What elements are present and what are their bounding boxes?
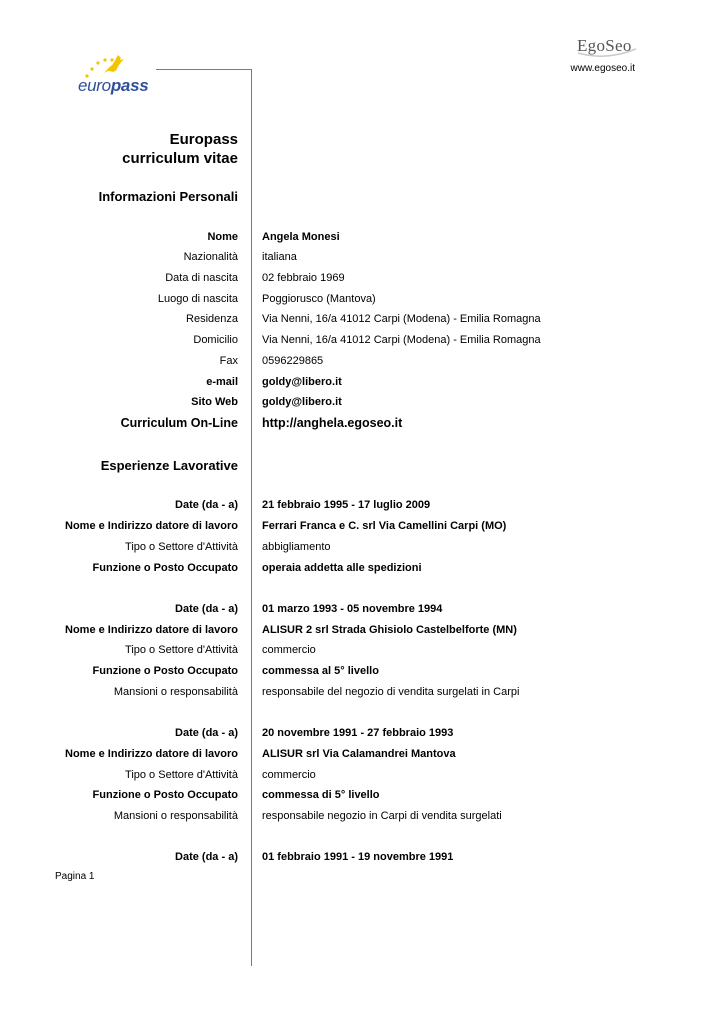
row-label: Sito Web <box>191 396 238 408</box>
europass-logo <box>78 76 148 96</box>
info-row-domicilio <box>0 334 725 350</box>
row-label: Data di nascita <box>165 272 238 284</box>
row-value: Ferrari Franca e C. srl Via Camellini Carpi (MO) <box>262 520 507 532</box>
row-label: Domicilio <box>193 334 238 346</box>
row-value: italiana <box>262 251 297 263</box>
page-number: Pagina 1 <box>55 871 95 882</box>
info-row-fax <box>0 355 725 371</box>
row-label: Date (da - a) <box>175 727 238 739</box>
info-row-curriculum-online <box>0 416 725 432</box>
job-1-role <box>0 562 725 578</box>
job-1-sector <box>0 541 725 557</box>
egoseo-logo-text: EgoSeo <box>577 36 632 55</box>
row-label: Nazionalità <box>183 251 238 263</box>
job-2-duties <box>0 686 725 702</box>
title-line-1: Europass <box>169 131 238 148</box>
row-label: Nome e Indirizzo datore di lavoro <box>65 520 238 532</box>
row-label: Funzione o Posto Occupato <box>92 665 238 677</box>
job-3-duties <box>0 810 725 826</box>
column-divider <box>251 70 252 966</box>
row-label: Funzione o Posto Occupato <box>92 789 238 801</box>
row-value: commessa al 5° livello <box>262 665 379 677</box>
row-value: responsabile del negozio di vendita surgelati in Carpi <box>262 686 520 698</box>
row-label: Mansioni o responsabilità <box>113 686 238 698</box>
email-link[interactable]: goldy@libero.it <box>262 376 342 388</box>
row-value: 0596229865 <box>262 355 324 367</box>
row-value: ALISUR 2 srl Strada Ghisiolo Castelbelforte (MN) <box>262 624 517 636</box>
job-1-employer <box>0 520 725 536</box>
job-2-dates <box>0 603 725 619</box>
job-3-dates <box>0 727 725 743</box>
job-3-sector <box>0 769 725 785</box>
job-2-sector <box>0 644 725 660</box>
row-value: 01 febbraio 1991 - 19 novembre 1991 <box>262 851 454 863</box>
row-label: Tipo o Settore d'Attività <box>125 541 238 553</box>
row-label: Date (da - a) <box>175 603 238 615</box>
website-link[interactable]: goldy@libero.it <box>262 396 342 408</box>
cv-title <box>122 130 238 168</box>
row-value: Poggiorusco (Mantova) <box>262 293 376 305</box>
row-value: 21 febbraio 1995 - 17 luglio 2009 <box>262 499 431 511</box>
info-row-email <box>0 376 725 392</box>
row-value: 02 febbraio 1969 <box>262 272 345 284</box>
row-label: Tipo o Settore d'Attività <box>125 644 238 656</box>
row-label: Luogo di nascita <box>157 293 238 305</box>
row-label: Residenza <box>186 313 238 325</box>
job-1-dates <box>0 499 725 515</box>
row-value: responsabile negozio in Carpi di vendita surgelati <box>262 810 502 822</box>
job-3-employer <box>0 748 725 764</box>
row-value: Via Nenni, 16/a 41012 Carpi (Modena) - Emilia Romagna <box>262 313 541 325</box>
row-label: Nome <box>207 231 238 243</box>
row-label: Mansioni o responsabilità <box>113 810 238 822</box>
europass-logo-text-a: euro <box>78 76 111 95</box>
info-row-luogo-nascita <box>0 293 725 309</box>
row-label: Curriculum On-Line <box>120 416 238 430</box>
row-label: e-mail <box>206 376 238 388</box>
row-label: Nome e Indirizzo datore di lavoro <box>65 748 238 760</box>
row-label: Tipo o Settore d'Attività <box>125 769 238 781</box>
europass-logo-text-b: pass <box>110 76 149 95</box>
info-row-sito-web <box>0 396 725 412</box>
curriculum-online-link[interactable]: http://anghela.egoseo.it <box>262 416 403 430</box>
row-value: Angela Monesi <box>262 231 340 243</box>
row-label: Date (da - a) <box>175 851 238 863</box>
info-row-nome <box>0 231 725 247</box>
row-value: ALISUR srl Via Calamandrei Mantova <box>262 748 456 760</box>
row-value: commercio <box>262 644 316 656</box>
job-3-role <box>0 789 725 805</box>
row-label: Nome e Indirizzo datore di lavoro <box>65 624 238 636</box>
job-4-dates <box>0 851 725 867</box>
row-value: operaia addetta alle spedizioni <box>262 562 422 574</box>
row-value: abbigliamento <box>262 541 331 553</box>
row-label: Date (da - a) <box>175 499 238 511</box>
row-label: Funzione o Posto Occupato <box>92 562 238 574</box>
egoseo-swoosh-icon <box>574 31 640 59</box>
row-label: Fax <box>219 355 238 367</box>
info-row-residenza <box>0 313 725 329</box>
info-row-data-nascita <box>0 272 725 288</box>
section-heading-experience: Esperienze Lavorative <box>100 458 238 473</box>
info-row-nazionalita <box>0 251 725 267</box>
row-value: Via Nenni, 16/a 41012 Carpi (Modena) - Emilia Romagna <box>262 334 541 346</box>
row-value: 01 marzo 1993 - 05 novembre 1994 <box>262 603 443 615</box>
egoseo-url[interactable]: www.egoseo.it <box>570 63 635 74</box>
header-rule <box>156 69 252 70</box>
title-line-2: curriculum vitae <box>122 150 238 167</box>
job-2-employer <box>0 624 725 640</box>
section-heading-personal: Informazioni Personali <box>98 189 238 204</box>
row-value: 20 novembre 1991 - 27 febbraio 1993 <box>262 727 454 739</box>
row-value: commessa di 5° livello <box>262 789 380 801</box>
row-value: commercio <box>262 769 316 781</box>
job-2-role <box>0 665 725 681</box>
